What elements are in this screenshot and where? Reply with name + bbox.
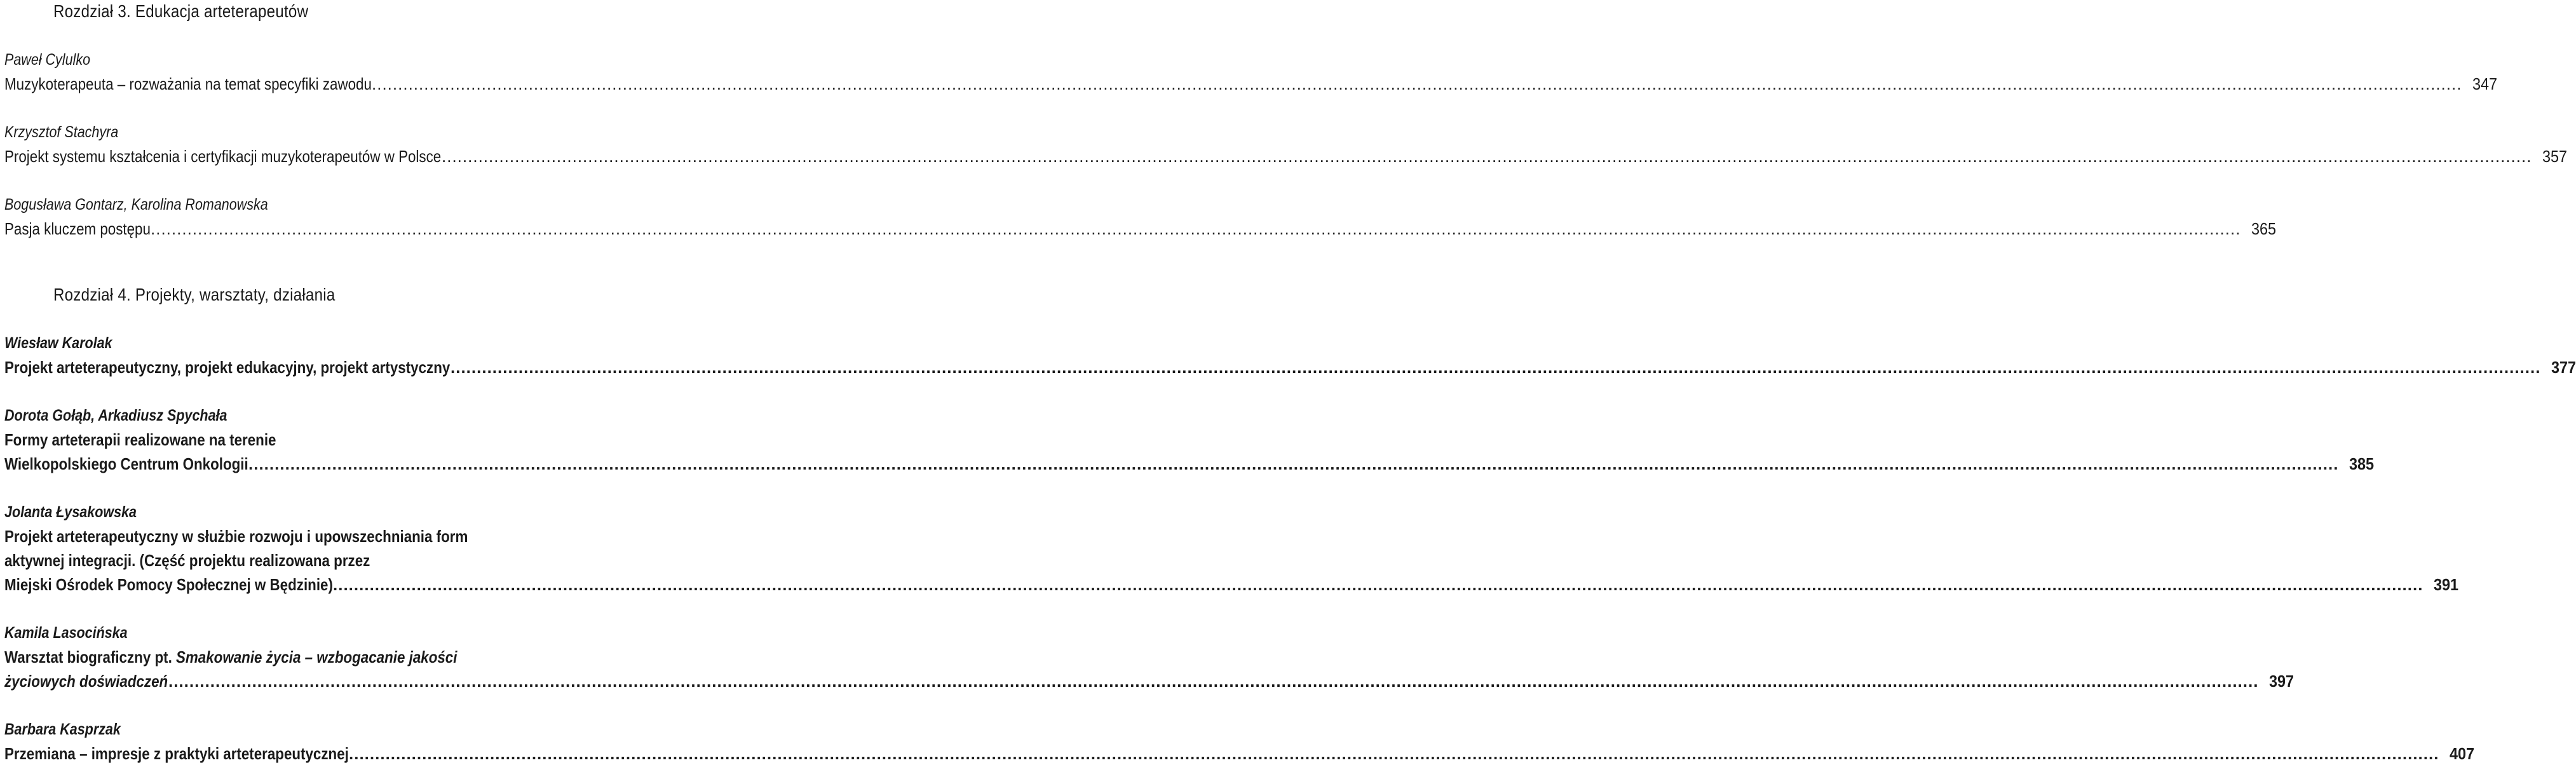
entry-title: Pasja kluczem postępu	[4, 219, 151, 238]
entry-title: Projekt arteterapeutyczny, projekt edukacyjny, projekt artystyczny	[4, 358, 451, 377]
entry-author: Wiesław Karolak	[4, 334, 112, 352]
entry-title: życiowych doświadczeń	[4, 672, 168, 691]
toc-entry-title[interactable]	[4, 668, 2295, 691]
entry-title: Wielkopolskiego Centrum Onkologii	[4, 454, 248, 473]
entry-author: Paweł Cylulko	[4, 51, 91, 69]
entry-title-italic: Smakowanie życia – wzbogacanie jakości	[176, 647, 458, 667]
toc-entry-title[interactable]	[4, 355, 2576, 377]
entry-title: Formy arteterapii realizowane na terenie	[4, 430, 276, 449]
entry-author: Dorota Gołąb, Arkadiusz Spychała	[4, 407, 227, 424]
toc-entry-title-line	[4, 427, 607, 450]
entry-author: Krzysztof Stachyra	[4, 123, 119, 141]
dot-leader: ................................................................................................................................................................................................................................................................................................................................................................................................................	[333, 575, 2423, 594]
dot-leader: ................................................................................................................................................................................................................................................................................................................................................................................................................	[442, 147, 2532, 166]
entry-title-plain: Warsztat biograficzny pt.	[4, 647, 177, 667]
entry-title: Projekt systemu kształcenia i certyfikacji muzykoterapeutów w Polsce	[4, 147, 442, 166]
page-number: 365	[2251, 219, 2277, 238]
dot-leader: ................................................................................................................................................................................................................................................................................................................................................................................................................	[168, 672, 2259, 691]
toc-entry-title-line	[4, 524, 607, 546]
entry-title: Muzykoterapeuta – rozważania na temat specyfiki zawodu	[4, 74, 372, 93]
entry-title: Projekt arteterapeutyczny w służbie rozwoju i upowszechniania form	[4, 527, 468, 546]
dot-leader: ................................................................................................................................................................................................................................................................................................................................................................................................................	[151, 219, 2241, 238]
entry-title: aktywnej integracji. (Część projektu realizowana przez	[4, 551, 370, 570]
toc-entry-title[interactable]	[4, 71, 2498, 94]
toc-entry-title-line	[4, 644, 607, 667]
toc-entry-title[interactable]	[4, 216, 2277, 239]
page-number: 391	[2434, 575, 2459, 594]
entry-title	[4, 647, 457, 667]
toc-entry-title-line	[4, 548, 607, 571]
page-number: 357	[2542, 147, 2568, 166]
page-number: 397	[2269, 672, 2295, 691]
entry-title: Przemiana – impresje z praktyki arteterapeutycznej	[4, 744, 349, 763]
dot-leader: ................................................................................................................................................................................................................................................................................................................................................................................................................	[451, 358, 2541, 377]
toc-entry-title[interactable]	[4, 741, 2475, 764]
entry-author: Kamila Lasocińska	[4, 624, 128, 642]
toc-entry-title[interactable]	[4, 144, 2568, 166]
page-number: 347	[2472, 74, 2498, 93]
page-number: 377	[2551, 358, 2576, 377]
chapter-heading: Rozdział 3. Edukacja arteterapeutów	[53, 1, 309, 21]
dot-leader: ................................................................................................................................................................................................................................................................................................................................................................................................................	[372, 74, 2462, 93]
dot-leader: ................................................................................................................................................................................................................................................................................................................................................................................................................	[248, 454, 2339, 473]
entry-author: Jolanta Łysakowska	[4, 503, 137, 521]
entry-author: Barbara Kasprzak	[4, 721, 121, 738]
entry-author: Bogusława Gontarz, Karolina Romanowska	[4, 196, 268, 213]
dot-leader: ................................................................................................................................................................................................................................................................................................................................................................................................................	[349, 744, 2439, 763]
page-number: 407	[2450, 744, 2475, 763]
toc-entry-title[interactable]	[4, 572, 2459, 595]
toc-entry-title[interactable]	[4, 451, 2375, 474]
page-number: 385	[2349, 454, 2375, 473]
entry-title: Miejski Ośrodek Pomocy Społecznej w Będzinie)	[4, 575, 333, 594]
chapter-heading: Rozdział 4. Projekty, warsztaty, działania	[53, 285, 336, 304]
